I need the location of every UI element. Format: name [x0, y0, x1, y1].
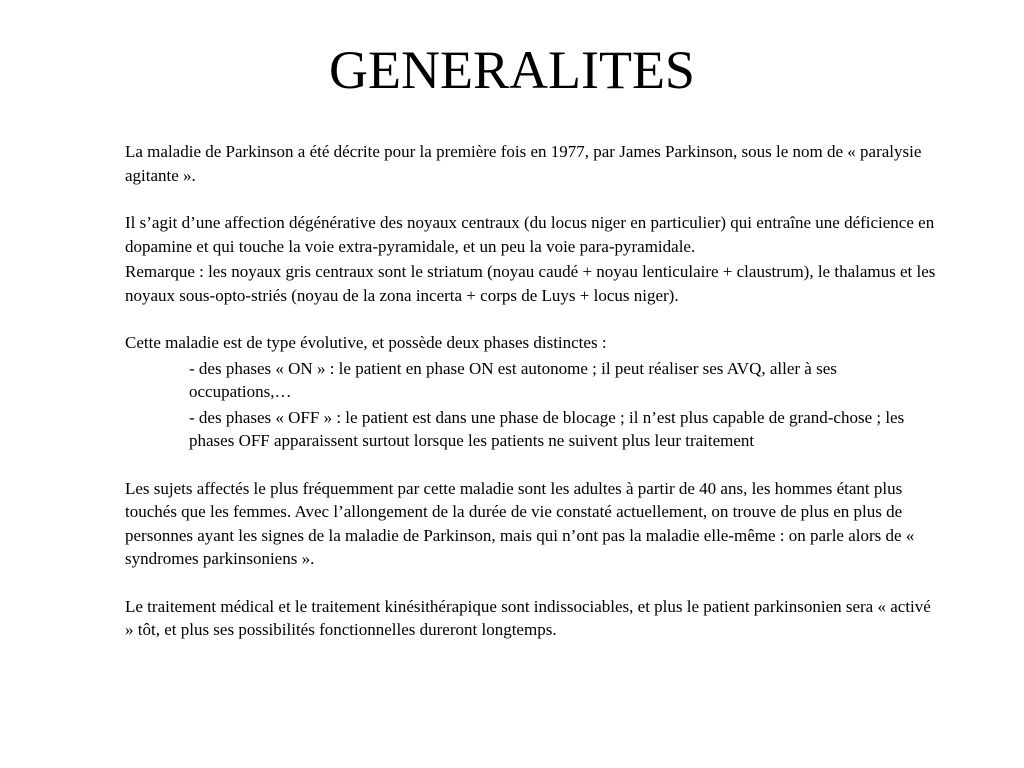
paragraph-affected-subjects: Les sujets affectés le plus fréquemment par cette maladie sont les adultes à partir de 40 ans, les hommes étant plus touchés que les femmes. Avec l’allongement de la durée de vie constaté actuellement, on trouve de plus en plus de personnes ayant les signes de la maladie de Parkinson, mais qui n’ont pas la maladie elle-même : on parle alors de « syndromes parkinsoniens ». [125, 478, 915, 568]
paragraph-phases-intro: Cette maladie est de type évolutive, et possède deux phases distinctes : [125, 333, 607, 352]
slide-body [125, 140, 940, 642]
paragraph-history: La maladie de Parkinson a été décrite pour la première fois en 1977, par James Parkinson, sous le nom de « paralysie agitante ». [125, 142, 922, 185]
paragraph-treatment: Le traitement médical et le traitement kinésithérapique sont indissociables, et plus le patient parkinsonien sera « activé » tôt, et plus ses possibilités fonctionnelles dureront longtemps. [125, 596, 931, 639]
slide-title: GENERALITES [329, 40, 695, 100]
phase-on-item: - des phases « ON » : le patient en phase ON est autonome ; il peut réaliser ses AVQ, aller à ses occupations,… [189, 358, 837, 401]
paragraph-remark: Remarque : les noyaux gris centraux sont le striatum (noyau caudé + noyau lenticulaire + claustrum), le thalamus et les noyaux sous-opto-striés (noyau de la zona incerta + corps de Luys + locus niger). [125, 262, 936, 305]
phase-off-item: - des phases « OFF » : le patient est dans une phase de blocage ; il n’est plus capable de grand-chose ; les phases OFF apparaissent surtout lorsque les patients ne suivent plus leur traitement [189, 407, 905, 450]
paragraph-definition: Il s’agit d’une affection dégénérative des noyaux centraux (du locus niger en particulier) qui entraîne une déficience en dopamine et qui touche la voie extra-pyramidale, et un peu la voie para-pyramidale. [125, 213, 935, 256]
